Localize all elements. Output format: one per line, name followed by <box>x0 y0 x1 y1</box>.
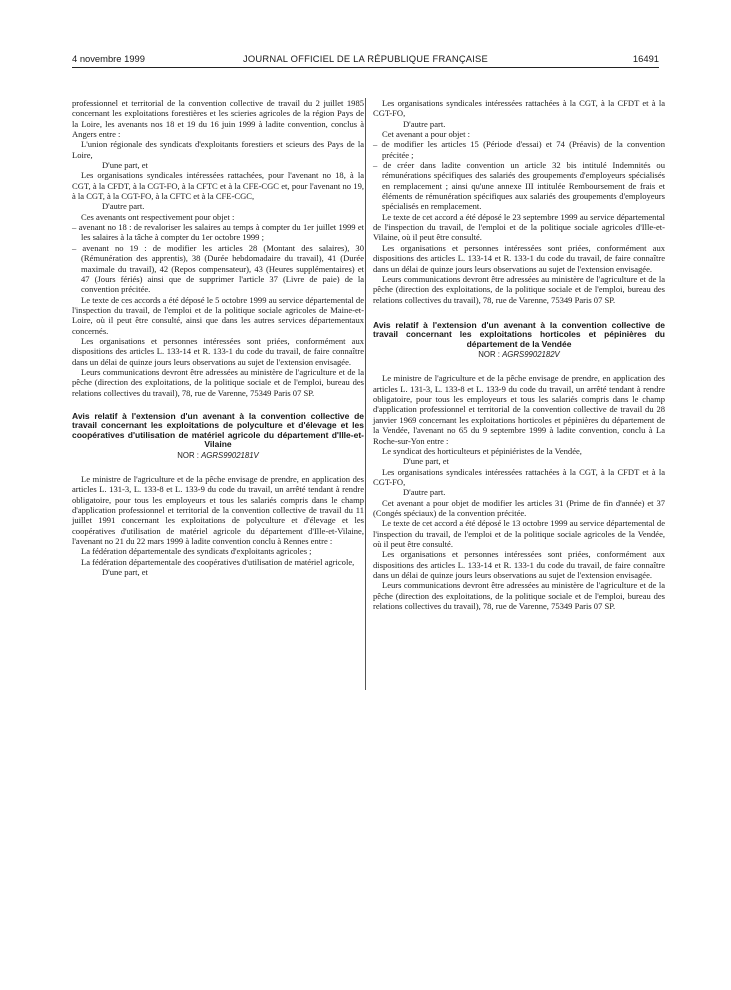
nor-reference <box>72 451 364 461</box>
list-item: – avenant no 19 : de modifier les articles 28 (Montant des salaires), 30 (Rémunération des apprentis), 38 (Durée hebdomadaire du travail), 41 (Durée maximale du travail), 42 (Repos compensateur), 43 (Heures supplémentaires) et 47 (Jours fériés) ainsi que de supprimer l'article 37 (Livre de paie) de la convention précitée. <box>72 243 364 295</box>
paragraph: L'union régionale des syndicats d'exploitants forestiers et scieurs des Pays de la Loire, <box>72 139 364 160</box>
list <box>72 222 364 294</box>
nor-code: AGRS9902181V <box>201 450 259 460</box>
paragraph: Cet avenant a pour objet : <box>382 129 471 140</box>
paragraph: Ces avenants ont respectivement pour objet : <box>81 211 235 222</box>
list-item: – de modifier les articles 15 (Période d'essai) et 74 (Préavis) de la convention précitée ; <box>373 139 665 160</box>
list-item: – avenant no 18 : de revaloriser les salaires au temps à compter du 1er juillet 1999 et les salaires à la tâche à compter du 1er octobre 1999 ; <box>72 222 364 243</box>
paragraph: Le ministre de l'agriculture et de la pêche envisage de prendre, en application des articles L. 131-3, L. 133-8 et L. 133-9 du code du travail, un arrêté tendant à rendre obligatoire, pour tous les employeurs et tous les salariés compris dans le champ d'application professionnel et territorial de la convention collective de travail du 28 janvier 1969 concernant les exploitations horticoles et pépinières du département de la Vendée, l'avenant no 65 du 9 septembre 1999 à ladite convention, conclu à La Roche-sur-Yon entre : <box>373 373 665 446</box>
paragraph: Les organisations syndicales intéressées rattachées à la CGT, à la CFDT et à la CGT-FO, <box>373 98 665 119</box>
nor-reference <box>373 350 665 360</box>
paragraph: D'autre part. <box>403 118 446 129</box>
notice-title: Avis relatif à l'extension d'un avenant à la convention collective de travail concernant les exploitations de polyculture et d'élevage et les coopératives d'utilisation de matériel agricole du département d'Ille-et-Vilaine <box>72 410 364 450</box>
column-divider <box>365 98 366 690</box>
paragraph: Le texte de ces accords a été déposé le 5 octobre 1999 au service départemental de l'inspection du travail, de l'emploi et de la politique sociale agricoles de Maine-et-Loire, où il peut être consulté, ainsi que dans les autres services départementaux concernés. <box>72 294 364 336</box>
notice-title: Avis relatif à l'extension d'un avenant à la convention collective de travail concernant les exploitations horticoles et pépinières du département de la Vendée <box>373 319 665 349</box>
paragraph: Le syndicat des horticulteurs et pépiniéristes de la Vendée, <box>382 445 582 456</box>
paragraph: Cet avenant a pour objet de modifier les articles 31 (Prime de fin d'année) et 37 (Congés spéciaux) de la convention précitée. <box>373 497 665 518</box>
journal-title: JOURNAL OFFICIEL DE LA RÉPUBLIQUE FRANÇAISE <box>243 53 488 64</box>
paragraph: Le ministre de l'agriculture et de la pêche envisage de prendre, en application des articles L. 131-3, L. 133-8 et L. 133-9 du code du travail, un arrêté tendant à rendre obligatoire, pour tous les employeurs et tous les salariés compris dans le champ d'application professionnel et territorial de la convention collective de travail du 11 juillet 1991 concernant les exploitations de polyculture et d'élevage et les coopératives d'utilisation de matériel agricole du département d'Ille-et-Vilaine, l'avenant no 21 du 22 mars 1999 à ladite convention conclu à Rennes entre : <box>72 473 364 546</box>
left-column <box>72 98 364 577</box>
paragraph: Leurs communications devront être adressées au ministère de l'agriculture et de la pêche (direction des exploitations, de la politique sociale et de l'emploi, bureau des relations collectives du travail), 78, rue de Varenne, 75349 Paris 07 SP. <box>72 366 364 398</box>
list-item: – de créer dans ladite convention un article 32 bis intitulé Indemnités ou rémunérations spécifiques des salariés des groupements d'employeurs spécialisés en remplacement ; ainsi qu'une annexe III intitulée Remboursement de frais et éléments de rémunération spécifiques aux salariés des groupements d'employeurs spécialisés en remplacement. <box>373 160 665 212</box>
paragraph: La fédération départementale des syndicats d'exploitants agricoles ; <box>81 546 312 557</box>
right-column <box>373 98 665 611</box>
nor-label: NOR : <box>177 450 199 460</box>
paragraph: Les organisations et personnes intéressées sont priées, conformément aux dispositions des articles L. 133-14 et R. 133-1 du code du travail, de faire connaître dans un délai de quinze jours leurs observations au sujet de l'extension envisagée. <box>72 335 364 367</box>
paragraph: D'une part, et <box>403 456 449 467</box>
issue-date: 4 novembre 1999 <box>72 53 145 64</box>
paragraph: D'autre part. <box>403 487 446 498</box>
paragraph: Les organisations syndicales intéressées rattachées, pour l'avenant no 18, à la CGT, à la CFDT, à la CGT-FO, à la CFTC et à la CFE-CGC et, pour l'avenant no 19, à la CGT, à la CGT-FO, à la CFTC et à la CFE-CGC, <box>72 170 364 202</box>
paragraph: professionnel et territorial de la convention collective de travail du 2 juillet 1985 concernant les exploitations forestières et les scieries agricoles de la région Pays de la Loire, les avenants nos 18 et 19 du 16 juin 1999 à ladite convention, conclus à Angers entre : <box>72 98 364 140</box>
paragraph: Les organisations et personnes intéressées sont priées, conformément aux dispositions des articles L. 133-14 et R. 133-1 du code du travail, de faire connaître dans un délai de quinze jours leurs observations au sujet de l'extension envisagée. <box>373 549 665 580</box>
list <box>373 139 665 211</box>
page-number: 16491 <box>632 53 659 64</box>
paragraph: Le texte de cet accord a été déposé le 23 septembre 1999 au service départemental de l'inspection du travail, de l'emploi et de la politique sociale agricoles d'Ille-et-Vilaine, où il peut être consulté. <box>373 211 665 243</box>
paragraph: D'autre part. <box>102 201 145 212</box>
paragraph: Le texte de cet accord a été déposé le 13 octobre 1999 au service départemental de l'inspection du travail, de l'emploi et de la politique sociale agricoles de la Vendée, où il peut être consulté. <box>373 518 665 549</box>
paragraph: Leurs communications devront être adressées au ministère de l'agriculture et de la pêche (direction des exploitations, de la politique sociale et de l'emploi, bureau des relations collectives du travail), 78, rue de Varenne, 75349 Paris 07 SP. <box>373 273 665 305</box>
paragraph: Leurs communications devront être adressées au ministère de l'agriculture et de la pêche (direction des exploitations, de la politique sociale et de l'emploi, bureau des relations collectives du travail), 78, rue de Varenne, 75349 Paris 07 SP. <box>373 580 665 611</box>
paragraph: Les organisations et personnes intéressées sont priées, conformément aux dispositions des articles L. 133-14 et R. 133-1 du code du travail, de faire connaître dans un délai de quinze jours leurs observations au sujet de l'extension envisagée. <box>373 242 665 274</box>
running-head <box>72 53 659 68</box>
nor-code: AGRS9902182V <box>502 350 560 360</box>
paragraph: Les organisations syndicales intéressées rattachées à la CGT, à la CFDT et à la CGT-FO, <box>373 466 665 487</box>
paragraph: La fédération départementale des coopératives d'utilisation de matériel agricole, <box>81 556 355 567</box>
paragraph: D'une part, et <box>102 160 148 171</box>
paragraph: D'une part, et <box>102 567 148 578</box>
nor-label: NOR : <box>478 350 500 360</box>
